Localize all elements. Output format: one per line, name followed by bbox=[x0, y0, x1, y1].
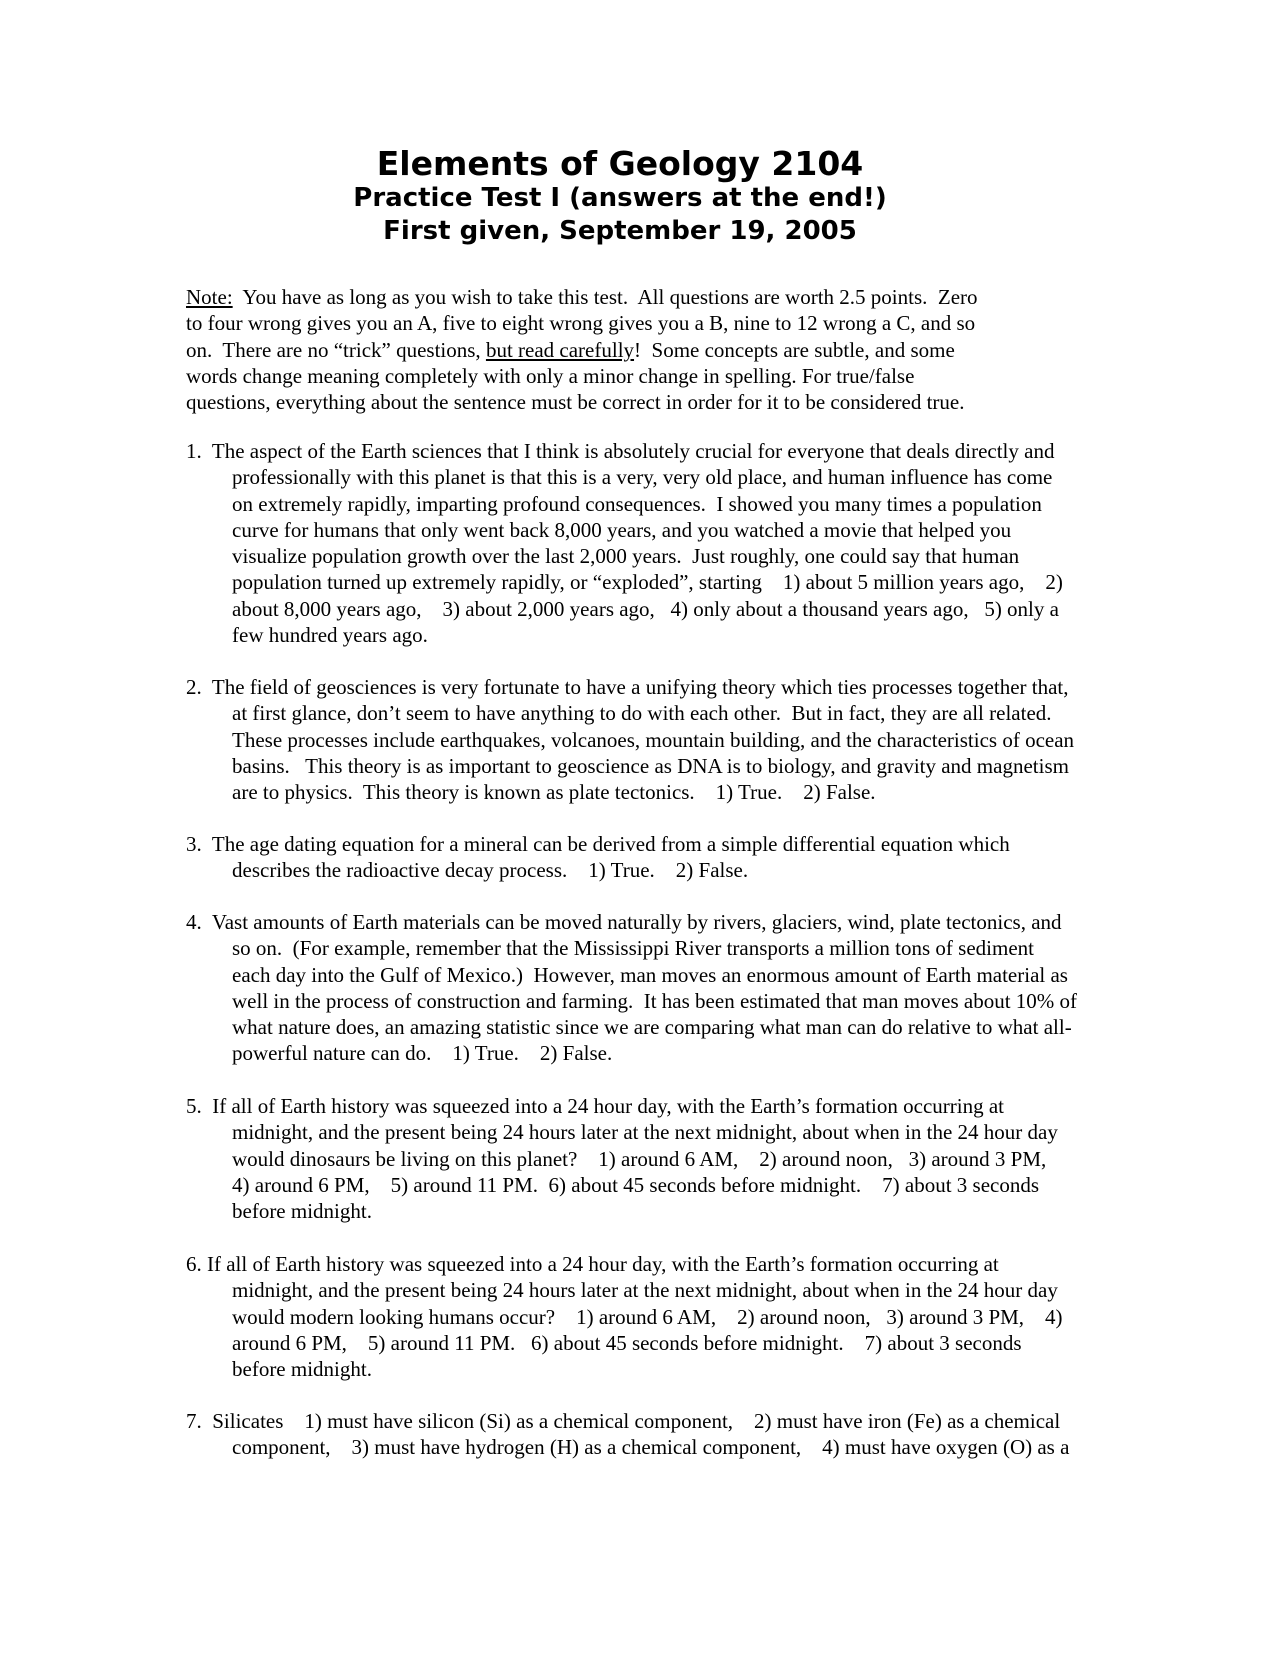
note-line: questions, everything about the sentence must be correct in order for it to be considered true. bbox=[186, 390, 965, 415]
note-line bbox=[186, 284, 1086, 310]
question-line: 5. If all of Earth history was squeezed into a 24 hour day, with the Earth’s formation occurring at bbox=[186, 1094, 1004, 1118]
question-line: would dinosaurs be living on this planet? 1) around 6 AM, 2) around noon, 3) around 3 PM, bbox=[232, 1146, 1047, 1171]
title-block bbox=[0, 146, 1240, 248]
question-line: 4. Vast amounts of Earth materials can be moved naturally by rivers, glaciers, wind, plate tectonics, and bbox=[186, 910, 1062, 934]
question-4 bbox=[186, 909, 1166, 1067]
question-line: at first glance, don’t seem to have anything to do with each other. But in fact, they are all related. bbox=[232, 701, 1052, 726]
question-line: 2. The field of geosciences is very fortunate to have a unifying theory which ties processes together that, bbox=[186, 675, 1069, 699]
question-line: describes the radioactive decay process. 1) True. 2) False. bbox=[232, 858, 749, 883]
note-label: Note: bbox=[186, 285, 233, 309]
question-2 bbox=[186, 674, 1166, 805]
question-line: population turned up extremely rapidly, or “exploded”, starting 1) about 5 million years ago, 2) bbox=[232, 570, 1063, 595]
question-line: midnight, and the present being 24 hours later at the next midnight, about when in the 24 hour day bbox=[232, 1120, 1058, 1145]
question-line: 3. The age dating equation for a mineral can be derived from a simple differential equation which bbox=[186, 832, 1010, 856]
question-line: before midnight. bbox=[232, 1357, 372, 1382]
question-line: curve for humans that only went back 8,000 years, and you watched a movie that helped you bbox=[232, 517, 1012, 542]
question-6 bbox=[186, 1251, 1166, 1382]
question-line: powerful nature can do. 1) True. 2) False. bbox=[232, 1041, 613, 1066]
question-line: so on. (For example, remember that the Mississippi River transports a million tons of sediment bbox=[232, 936, 1034, 961]
question-line: midnight, and the present being 24 hours later at the next midnight, about when in the 24 hour day bbox=[232, 1278, 1058, 1303]
question-line: on extremely rapidly, imparting profound consequences. I showed you many times a population bbox=[232, 491, 1042, 516]
note-line: to four wrong gives you an A, five to eight wrong gives you a B, nine to 12 wrong a C, and so bbox=[186, 311, 976, 336]
question-1 bbox=[186, 438, 1166, 648]
question-5 bbox=[186, 1093, 1166, 1224]
question-line: professionally with this planet is that this is a very, very old place, and human influence has come bbox=[232, 465, 1053, 490]
note-line bbox=[186, 337, 1086, 363]
question-line: visualize population growth over the last 2,000 years. Just roughly, one could say that human bbox=[232, 544, 1020, 569]
question-line: 6. If all of Earth history was squeezed into a 24 hour day, with the Earth’s formation occurring at bbox=[186, 1252, 999, 1276]
question-line: before midnight. bbox=[232, 1199, 372, 1224]
question-line: component, 3) must have hydrogen (H) as a chemical component, 4) must have oxygen (O) as a bbox=[232, 1435, 1070, 1460]
question-line: around 6 PM, 5) around 11 PM. 6) about 45 seconds before midnight. 7) about 3 seconds bbox=[232, 1330, 1022, 1355]
question-7 bbox=[186, 1408, 1166, 1461]
document-date-line: First given, September 19, 2005 bbox=[383, 216, 857, 246]
question-line: basins. This theory is as important to geoscience as DNA is to biology, and gravity and magnetism bbox=[232, 753, 1069, 778]
question-line: 1. The aspect of the Earth sciences that I think is absolutely crucial for everyone that deals directly and bbox=[186, 439, 1055, 463]
question-line: about 8,000 years ago, 3) about 2,000 years ago, 4) only about a thousand years ago, 5) only a bbox=[232, 596, 1059, 621]
note-line: words change meaning completely with only a minor change in spelling. For true/false bbox=[186, 363, 915, 388]
question-line: 7. Silicates 1) must have silicon (Si) as a chemical component, 2) must have iron (Fe) as a chemical bbox=[186, 1409, 1061, 1433]
question-line: what nature does, an amazing statistic since we are comparing what man can do relative to what all- bbox=[232, 1015, 1072, 1040]
note-paragraph bbox=[186, 284, 1086, 415]
question-line: would modern looking humans occur? 1) around 6 AM, 2) around noon, 3) around 3 PM, 4) bbox=[232, 1304, 1063, 1329]
document-subtitle: Practice Test I (answers at the end!) bbox=[353, 183, 887, 213]
question-line: are to physics. This theory is known as plate tectonics. 1) True. 2) False. bbox=[232, 780, 876, 805]
question-line: These processes include earthquakes, volcanoes, mountain building, and the characteristics of ocean bbox=[232, 727, 1075, 752]
note-text: You have as long as you wish to take this test. All questions are worth 2.5 points. Zero bbox=[232, 285, 978, 309]
question-line: each day into the Gulf of Mexico.) However, man moves an enormous amount of Earth material as bbox=[232, 962, 1068, 987]
emphasis-text: but read carefully bbox=[485, 337, 635, 362]
note-text: ! Some concepts are subtle, and some bbox=[634, 337, 955, 362]
question-line: 4) around 6 PM, 5) around 11 PM. 6) about 45 seconds before midnight. 7) about 3 seconds bbox=[232, 1172, 1040, 1197]
question-3 bbox=[186, 831, 1166, 884]
question-line: few hundred years ago. bbox=[232, 623, 428, 648]
question-line: well in the process of construction and farming. It has been estimated that man moves about 10% of bbox=[232, 988, 1078, 1013]
note-text: on. There are no “trick” questions, bbox=[186, 337, 486, 362]
document-title: Elements of Geology 2104 bbox=[376, 144, 864, 183]
